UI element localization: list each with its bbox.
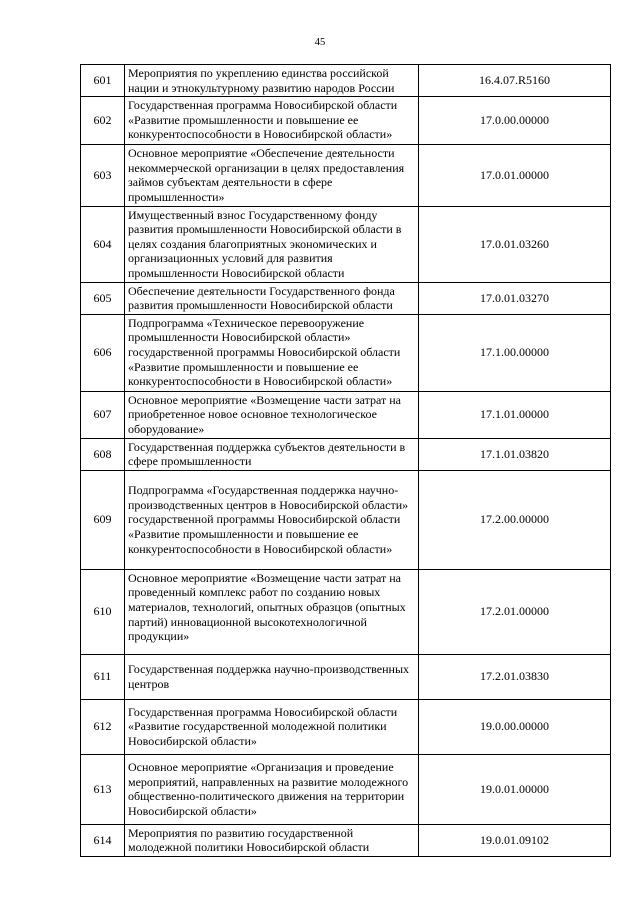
table-row xyxy=(81,654,611,699)
row-code: 16.4.07.R5160 xyxy=(419,65,611,97)
table-row xyxy=(81,699,611,754)
row-number: 605 xyxy=(81,282,125,314)
row-name: Государственная программа Новосибирской области «Развитие промышленности и повышение ее конкурентоспособности в Новосибирской области» xyxy=(125,97,419,145)
row-name: Обеспечение деятельности Государственного фонда развития промышленности Новосибирской области xyxy=(125,282,419,314)
row-name: Основное мероприятие «Обеспечение деятельности некоммерческой организации в целях предоставления займов субъектам деятельности в сфере промышленности» xyxy=(125,145,419,206)
row-name: Основное мероприятие «Возмещение части затрат на приобретенное новое основное технологическое оборудование» xyxy=(125,391,419,438)
table-row xyxy=(81,754,611,824)
row-number: 611 xyxy=(81,654,125,699)
row-name: Основное мероприятие «Организация и проведение мероприятий, направленных на развитие молодежного общественно-политического движения на территории Новосибирской области» xyxy=(125,754,419,824)
table-row xyxy=(81,438,611,470)
row-code: 19.0.01.09102 xyxy=(419,824,611,856)
row-number: 607 xyxy=(81,391,125,438)
row-number: 610 xyxy=(81,569,125,654)
row-number: 613 xyxy=(81,754,125,824)
row-code: 19.0.00.00000 xyxy=(419,699,611,754)
row-number: 612 xyxy=(81,699,125,754)
row-name: Подпрограмма «Государственная поддержка научно-производственных центров в Новосибирской области» государственной программы Новосибирской области «Развитие промышленности и повышение ее конкурентоспособности в Новосибирской области» xyxy=(125,470,419,569)
row-name: Основное мероприятие «Возмещение части затрат на проведенный комплекс работ по созданию новых материалов, технологий, опытных образцов (опытных партий) инновационной высокотехнологичной продукции» xyxy=(125,569,419,654)
table-row xyxy=(81,391,611,438)
row-name: Имущественный взнос Государственному фонду развития промышленности Новосибирской области в целях создания благоприятных экономических и организационных условий для развития промышленности Новосибирской области xyxy=(125,206,419,282)
row-code: 17.1.01.03820 xyxy=(419,438,611,470)
row-name: Мероприятия по укреплению единства российской нации и этнокультурному развитию народов России xyxy=(125,65,419,97)
row-code: 17.0.01.03260 xyxy=(419,206,611,282)
row-number: 602 xyxy=(81,97,125,145)
row-number: 606 xyxy=(81,314,125,391)
table-row xyxy=(81,569,611,654)
table-row xyxy=(81,65,611,97)
row-code: 17.0.01.00000 xyxy=(419,145,611,206)
row-number: 603 xyxy=(81,145,125,206)
row-name: Государственная поддержка субъектов деятельности в сфере промышленности xyxy=(125,438,419,470)
table-row xyxy=(81,824,611,856)
row-name: Мероприятия по развитию государственной молодежной политики Новосибирской области xyxy=(125,824,419,856)
row-code: 17.1.00.00000 xyxy=(419,314,611,391)
page-number: 45 xyxy=(314,37,326,48)
budget-classification-table xyxy=(80,64,611,857)
row-number: 601 xyxy=(81,65,125,97)
table-row xyxy=(81,314,611,391)
row-name: Подпрограмма «Техническое перевооружение промышленности Новосибирской области» государственной программы Новосибирской области «Развитие промышленности и повышение ее конкурентоспособности в Новосибирской области» xyxy=(125,314,419,391)
row-code: 17.1.01.00000 xyxy=(419,391,611,438)
table-row xyxy=(81,145,611,206)
table-row xyxy=(81,206,611,282)
row-code: 19.0.01.00000 xyxy=(419,754,611,824)
row-name: Государственная поддержка научно-производственных центров xyxy=(125,654,419,699)
row-code: 17.0.01.03270 xyxy=(419,282,611,314)
row-name: Государственная программа Новосибирской области «Развитие государственной молодежной политики Новосибирской области» xyxy=(125,699,419,754)
table-row xyxy=(81,97,611,145)
row-code: 17.0.00.00000 xyxy=(419,97,611,145)
table-row xyxy=(81,470,611,569)
row-number: 614 xyxy=(81,824,125,856)
table-row xyxy=(81,282,611,314)
row-code: 17.2.01.00000 xyxy=(419,569,611,654)
row-code: 17.2.01.03830 xyxy=(419,654,611,699)
row-code: 17.2.00.00000 xyxy=(419,470,611,569)
row-number: 604 xyxy=(81,206,125,282)
row-number: 609 xyxy=(81,470,125,569)
row-number: 608 xyxy=(81,438,125,470)
